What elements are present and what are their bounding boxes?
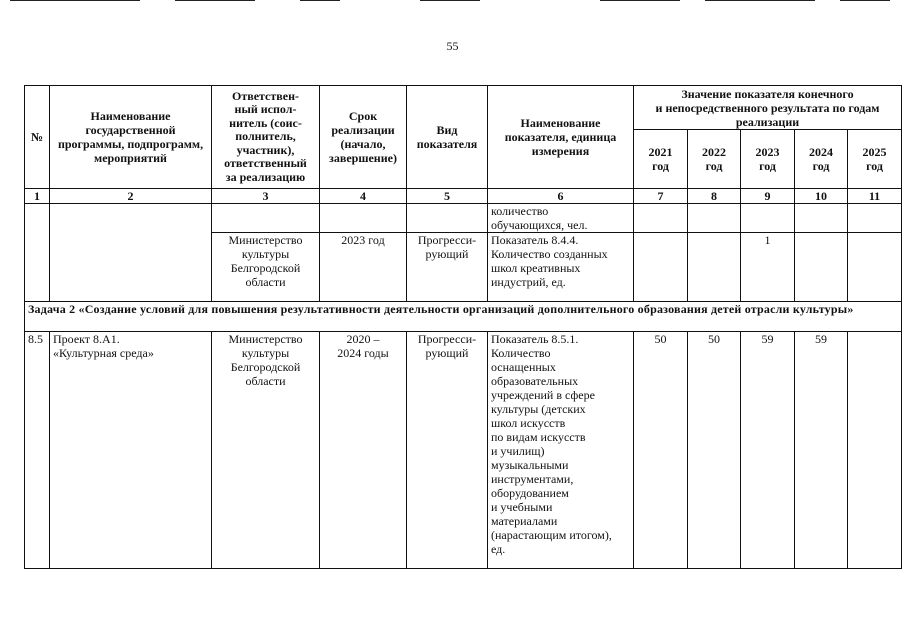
- column-number: 8: [688, 189, 741, 204]
- column-number: 1: [25, 189, 50, 204]
- cell-empty: [741, 204, 795, 233]
- cell-value-2024: 59: [795, 332, 848, 569]
- cell-responsible: Министерство культуры Белгородской области: [212, 233, 320, 302]
- header-program-name: Наименование государственной программы, подпрограмм, мероприятий: [50, 86, 212, 189]
- column-number: 6: [488, 189, 634, 204]
- cell-program-name: Проект 8.А1. «Культурная среда»: [50, 332, 212, 569]
- header-indicator-type: Вид показателя: [407, 86, 488, 189]
- cell-indicator-name: Показатель 8.5.1. Количество оснащенных образовательных учреждений в сфере культуры (детских школ искусств по видам искусств и училищ) музыкальными инструментами, оборудованием и учебными материалами (нарастающим итогом), ед.: [488, 332, 634, 569]
- cell-num-empty: [25, 204, 50, 302]
- task-row: [25, 302, 902, 332]
- cell-indicator-type: Прогресси- рующий: [407, 332, 488, 569]
- header-year-2024: 2024 год: [795, 130, 848, 189]
- cell-empty: [795, 204, 848, 233]
- cell-empty: [320, 204, 407, 233]
- cell-empty: [212, 204, 320, 233]
- header-year-2021: 2021 год: [634, 130, 688, 189]
- header-year-2025: 2025 год: [848, 130, 902, 189]
- scan-artifact-top: [0, 0, 905, 3]
- cell-empty: [407, 204, 488, 233]
- header-row-1: [25, 86, 902, 130]
- cell-empty: [848, 204, 902, 233]
- column-number: 4: [320, 189, 407, 204]
- header-values-group: Значение показателя конечного и непосредственного результата по годам реализации: [634, 86, 902, 130]
- header-responsible: Ответствен- ный испол- нитель (соис- полнитель, участник), ответственный за реализацию: [212, 86, 320, 189]
- column-number-row: [25, 189, 902, 204]
- table-row-8-5: [25, 332, 902, 569]
- cell-value-2021: 50: [634, 332, 688, 569]
- header-year-2023: 2023 год: [741, 130, 795, 189]
- cell-value-2024: [795, 233, 848, 302]
- cell-num: 8.5: [25, 332, 50, 569]
- cell-value-2023: 59: [741, 332, 795, 569]
- cell-value-2025: [848, 332, 902, 569]
- table-row-continued: [25, 204, 902, 233]
- cell-empty: [634, 204, 688, 233]
- cell-empty: [688, 204, 741, 233]
- cell-value-2025: [848, 233, 902, 302]
- cell-responsible: Министерство культуры Белгородской области: [212, 332, 320, 569]
- cell-indicator-name: Показатель 8.4.4. Количество созданных школ креативных индустрий, ед.: [488, 233, 634, 302]
- page-number: 55: [446, 39, 459, 53]
- cell-value-2022: 50: [688, 332, 741, 569]
- cell-period: 2023 год: [320, 233, 407, 302]
- cell-value-2023: 1: [741, 233, 795, 302]
- header-indicator-name: Наименование показателя, единица измерения: [488, 86, 634, 189]
- cell-name-empty: [50, 204, 212, 302]
- column-number: 5: [407, 189, 488, 204]
- task-2-heading: Задача 2 «Создание условий для повышения результативности деятельности организаций дополнительного образования детей отрасли культуры»: [25, 302, 902, 332]
- column-number: 10: [795, 189, 848, 204]
- header-num: №: [25, 86, 50, 189]
- column-number: 9: [741, 189, 795, 204]
- program-indicators-table: [24, 85, 902, 569]
- header-period: Срок реализации (начало, завершение): [320, 86, 407, 189]
- column-number: 2: [50, 189, 212, 204]
- column-number: 7: [634, 189, 688, 204]
- cell-value-2021: [634, 233, 688, 302]
- cell-indicator-type: Прогресси- рующий: [407, 233, 488, 302]
- header-year-2022: 2022 год: [688, 130, 741, 189]
- column-number: 11: [848, 189, 902, 204]
- cell-indicator-continued: количество обучающихся, чел.: [488, 204, 634, 233]
- column-number: 3: [212, 189, 320, 204]
- cell-period: 2020 – 2024 годы: [320, 332, 407, 569]
- cell-value-2022: [688, 233, 741, 302]
